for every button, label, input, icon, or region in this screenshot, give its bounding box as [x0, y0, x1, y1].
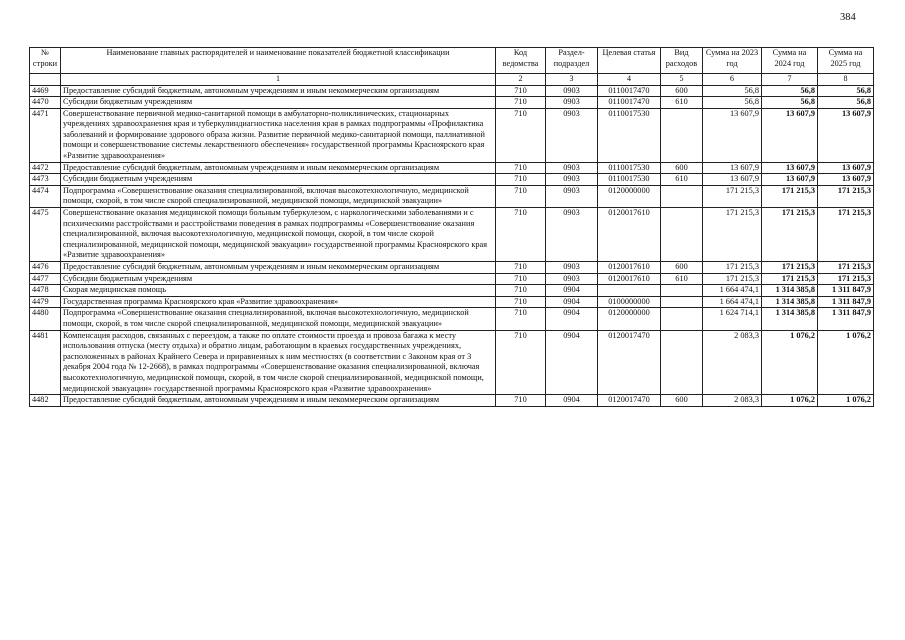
- row-sum-2025: 1 311 847,9: [818, 296, 874, 308]
- row-expense-type: 600: [661, 395, 703, 407]
- column-header-dept-code: Код ведомства: [496, 48, 546, 74]
- row-sum-2024: 1 314 385,8: [762, 285, 818, 297]
- row-name: Государственная программа Красноярского края «Развитие здравоохранения»: [61, 296, 496, 308]
- page-number: 384: [840, 12, 856, 23]
- row-sum-2023: 2 083,3: [703, 395, 762, 407]
- row-sum-2024: 13 607,9: [762, 174, 818, 186]
- row-sum-2025: 171 215,3: [818, 208, 874, 262]
- table-row: [30, 185, 874, 207]
- column-header-expense-type: Вид расходов: [661, 48, 703, 74]
- row-name: Компенсация расходов, связанных с переездом, а также по оплате стоимости проезда и провоза багажа к месту использования отпуска (месту отдыха) и обратно лицам, работающим в краевых государственных учреждениях, расположенных в районах Крайнего Севера и приравненных к ним местностях (в соответствии с Законом края от 3 декабря 2004 года № 12-2668), в рамках подпрограммы «Совершенствование оказания специализированной, включая высокотехнологичную, медицинской помощи, скорой, в том числе скорой специализированной, медицинской помощи, медицинской эвакуации» государственной программы Красноярского края «Развитие здравоохранения»: [61, 330, 496, 395]
- row-number: 4474: [30, 185, 61, 207]
- table-row: [30, 262, 874, 274]
- row-name: Субсидии бюджетным учреждениям: [61, 273, 496, 285]
- row-section: 0904: [546, 296, 598, 308]
- row-expense-type: 600: [661, 85, 703, 97]
- column-number: 5: [661, 74, 703, 86]
- row-expense-type: [661, 185, 703, 207]
- row-name: Предоставление субсидий бюджетным, автономным учреждениям и иным некоммерческим организациям: [61, 262, 496, 274]
- row-sum-2023: 56,8: [703, 97, 762, 109]
- row-target-article: [598, 285, 661, 297]
- table-header-row: [30, 48, 874, 74]
- row-sum-2023: 13 607,9: [703, 174, 762, 186]
- row-expense-type: [661, 330, 703, 395]
- row-target-article: 0110017530: [598, 174, 661, 186]
- row-expense-type: [661, 108, 703, 162]
- row-number: 4482: [30, 395, 61, 407]
- row-target-article: 0110017530: [598, 108, 661, 162]
- row-section: 0903: [546, 208, 598, 262]
- row-section: 0903: [546, 162, 598, 174]
- row-expense-type: [661, 285, 703, 297]
- row-name: Скорая медицинская помощь: [61, 285, 496, 297]
- row-expense-type: 610: [661, 97, 703, 109]
- row-sum-2025: 1 311 847,9: [818, 308, 874, 330]
- row-section: 0903: [546, 108, 598, 162]
- row-target-article: 0120017610: [598, 273, 661, 285]
- row-expense-type: [661, 296, 703, 308]
- column-header-sum-2024: Сумма на 2024 год: [762, 48, 818, 74]
- row-number: 4478: [30, 285, 61, 297]
- row-sum-2025: 1 076,2: [818, 395, 874, 407]
- table-row: [30, 108, 874, 162]
- row-expense-type: 600: [661, 162, 703, 174]
- table-row: [30, 85, 874, 97]
- row-number: 4472: [30, 162, 61, 174]
- row-number: 4475: [30, 208, 61, 262]
- row-sum-2024: 13 607,9: [762, 162, 818, 174]
- table-row: [30, 273, 874, 285]
- row-sum-2024: 1 076,2: [762, 330, 818, 395]
- row-target-article: 0120000000: [598, 185, 661, 207]
- row-target-article: 0110017530: [598, 162, 661, 174]
- row-dept-code: 710: [496, 273, 546, 285]
- row-sum-2025: 13 607,9: [818, 108, 874, 162]
- budget-table: [29, 47, 874, 407]
- row-target-article: 0120000000: [598, 308, 661, 330]
- column-header-sum-2025: Сумма на 2025 год: [818, 48, 874, 74]
- column-header-target-article: Целевая статья: [598, 48, 661, 74]
- row-dept-code: 710: [496, 395, 546, 407]
- row-dept-code: 710: [496, 162, 546, 174]
- row-dept-code: 710: [496, 330, 546, 395]
- column-number: 2: [496, 74, 546, 86]
- row-dept-code: 710: [496, 97, 546, 109]
- row-section: 0904: [546, 330, 598, 395]
- row-name: Совершенствование первичной медико-санитарной помощи в амбулаторно-поликлинических, стационарных учреждениях здравоохранения края и туберкулиндиагностика населения края в рамках подпрограммы «Профилактика заболеваний и формирование здорового образа жизни. Развитие первичной медико-санитарной помощи, паллиативной помощи и совершенствование системы лекарственного обеспечения» государственной программы Красноярского края «Развитие здравоохранения»: [61, 108, 496, 162]
- row-expense-type: [661, 208, 703, 262]
- row-name: Субсидии бюджетным учреждениям: [61, 97, 496, 109]
- column-header-name: Наименование главных распорядителей и наименование показателей бюджетной классификации: [61, 48, 496, 74]
- row-target-article: 0120017470: [598, 330, 661, 395]
- row-name: Подпрограмма «Совершенствование оказания специализированной, включая высокотехнологичную, медицинской помощи, скорой, в том числе скорой специализированной, медицинской помощи, медицинской эвакуации»: [61, 185, 496, 207]
- row-sum-2023: 171 215,3: [703, 262, 762, 274]
- row-target-article: 0120017470: [598, 395, 661, 407]
- row-number: 4473: [30, 174, 61, 186]
- row-expense-type: [661, 308, 703, 330]
- column-number: 3: [546, 74, 598, 86]
- column-numbers-row: [30, 74, 874, 86]
- row-sum-2025: 171 215,3: [818, 262, 874, 274]
- row-sum-2023: 56,8: [703, 85, 762, 97]
- row-expense-type: 610: [661, 174, 703, 186]
- row-sum-2024: 13 607,9: [762, 108, 818, 162]
- row-expense-type: 610: [661, 273, 703, 285]
- row-section: 0903: [546, 185, 598, 207]
- column-number: [30, 74, 61, 86]
- row-number: 4476: [30, 262, 61, 274]
- row-sum-2024: 171 215,3: [762, 273, 818, 285]
- row-dept-code: 710: [496, 285, 546, 297]
- row-name: Предоставление субсидий бюджетным, автономным учреждениям и иным некоммерческим организациям: [61, 85, 496, 97]
- row-name: Субсидии бюджетным учреждениям: [61, 174, 496, 186]
- row-sum-2023: 1 624 714,1: [703, 308, 762, 330]
- row-sum-2023: 171 215,3: [703, 273, 762, 285]
- row-sum-2024: 171 215,3: [762, 262, 818, 274]
- column-number: 6: [703, 74, 762, 86]
- row-number: 4477: [30, 273, 61, 285]
- table-row: [30, 395, 874, 407]
- row-number: 4470: [30, 97, 61, 109]
- row-section: 0903: [546, 85, 598, 97]
- row-sum-2024: 1 076,2: [762, 395, 818, 407]
- row-dept-code: 710: [496, 208, 546, 262]
- row-sum-2024: 56,8: [762, 97, 818, 109]
- table-row: [30, 285, 874, 297]
- table-row: [30, 308, 874, 330]
- row-sum-2025: 56,8: [818, 85, 874, 97]
- row-sum-2024: 1 314 385,8: [762, 296, 818, 308]
- table-row: [30, 97, 874, 109]
- row-sum-2025: 171 215,3: [818, 185, 874, 207]
- row-number: 4471: [30, 108, 61, 162]
- row-sum-2024: 1 314 385,8: [762, 308, 818, 330]
- row-section: 0904: [546, 308, 598, 330]
- row-sum-2025: 1 311 847,9: [818, 285, 874, 297]
- column-number: 4: [598, 74, 661, 86]
- row-sum-2023: 1 664 474,1: [703, 296, 762, 308]
- row-name: Подпрограмма «Совершенствование оказания специализированной, включая высокотехнологичную, медицинской помощи, скорой, в том числе скорой специализированной, медицинской помощи, медицинской эвакуации»: [61, 308, 496, 330]
- row-number: 4479: [30, 296, 61, 308]
- row-dept-code: 710: [496, 308, 546, 330]
- row-sum-2023: 13 607,9: [703, 108, 762, 162]
- row-number: 4469: [30, 85, 61, 97]
- row-number: 4480: [30, 308, 61, 330]
- column-header-row-number: № строки: [30, 48, 61, 74]
- row-dept-code: 710: [496, 85, 546, 97]
- row-sum-2024: 56,8: [762, 85, 818, 97]
- column-number: 7: [762, 74, 818, 86]
- row-name: Предоставление субсидий бюджетным, автономным учреждениям и иным некоммерческим организациям: [61, 395, 496, 407]
- row-sum-2025: 13 607,9: [818, 162, 874, 174]
- table-row: [30, 174, 874, 186]
- row-section: 0903: [546, 273, 598, 285]
- row-dept-code: 710: [496, 262, 546, 274]
- row-sum-2025: 13 607,9: [818, 174, 874, 186]
- table-row: [30, 296, 874, 308]
- column-number: 8: [818, 74, 874, 86]
- row-sum-2023: 2 083,3: [703, 330, 762, 395]
- row-sum-2025: 1 076,2: [818, 330, 874, 395]
- row-sum-2023: 171 215,3: [703, 208, 762, 262]
- column-header-section: Раздел-подраздел: [546, 48, 598, 74]
- row-sum-2025: 56,8: [818, 97, 874, 109]
- row-name: Предоставление субсидий бюджетным, автономным учреждениям и иным некоммерческим организациям: [61, 162, 496, 174]
- row-section: 0903: [546, 97, 598, 109]
- row-sum-2025: 171 215,3: [818, 273, 874, 285]
- row-expense-type: 600: [661, 262, 703, 274]
- row-section: 0904: [546, 285, 598, 297]
- row-section: 0903: [546, 262, 598, 274]
- row-dept-code: 710: [496, 174, 546, 186]
- table-row: [30, 330, 874, 395]
- row-dept-code: 710: [496, 185, 546, 207]
- row-target-article: 0110017470: [598, 97, 661, 109]
- row-number: 4481: [30, 330, 61, 395]
- row-section: 0903: [546, 174, 598, 186]
- row-section: 0904: [546, 395, 598, 407]
- column-number: 1: [61, 74, 496, 86]
- row-sum-2024: 171 215,3: [762, 185, 818, 207]
- row-dept-code: 710: [496, 108, 546, 162]
- row-target-article: 0100000000: [598, 296, 661, 308]
- row-target-article: 0120017610: [598, 208, 661, 262]
- row-sum-2023: 171 215,3: [703, 185, 762, 207]
- row-target-article: 0110017470: [598, 85, 661, 97]
- row-sum-2023: 13 607,9: [703, 162, 762, 174]
- row-sum-2023: 1 664 474,1: [703, 285, 762, 297]
- row-name: Совершенствование оказания медицинской помощи больным туберкулезом, с наркологическими заболеваниями и с психическими расстройствами и расстройствами поведения в рамках подпрограммы «Совершенствование оказания специализированной, включая высокотехнологичную, медицинской помощи, скорой, в том числе скорой специализированной, медицинской помощи, медицинской эвакуации» государственной программы Красноярского края «Развитие здравоохранения»: [61, 208, 496, 262]
- row-sum-2024: 171 215,3: [762, 208, 818, 262]
- row-target-article: 0120017610: [598, 262, 661, 274]
- column-header-sum-2023: Сумма на 2023 год: [703, 48, 762, 74]
- table-row: [30, 208, 874, 262]
- table-row: [30, 162, 874, 174]
- row-dept-code: 710: [496, 296, 546, 308]
